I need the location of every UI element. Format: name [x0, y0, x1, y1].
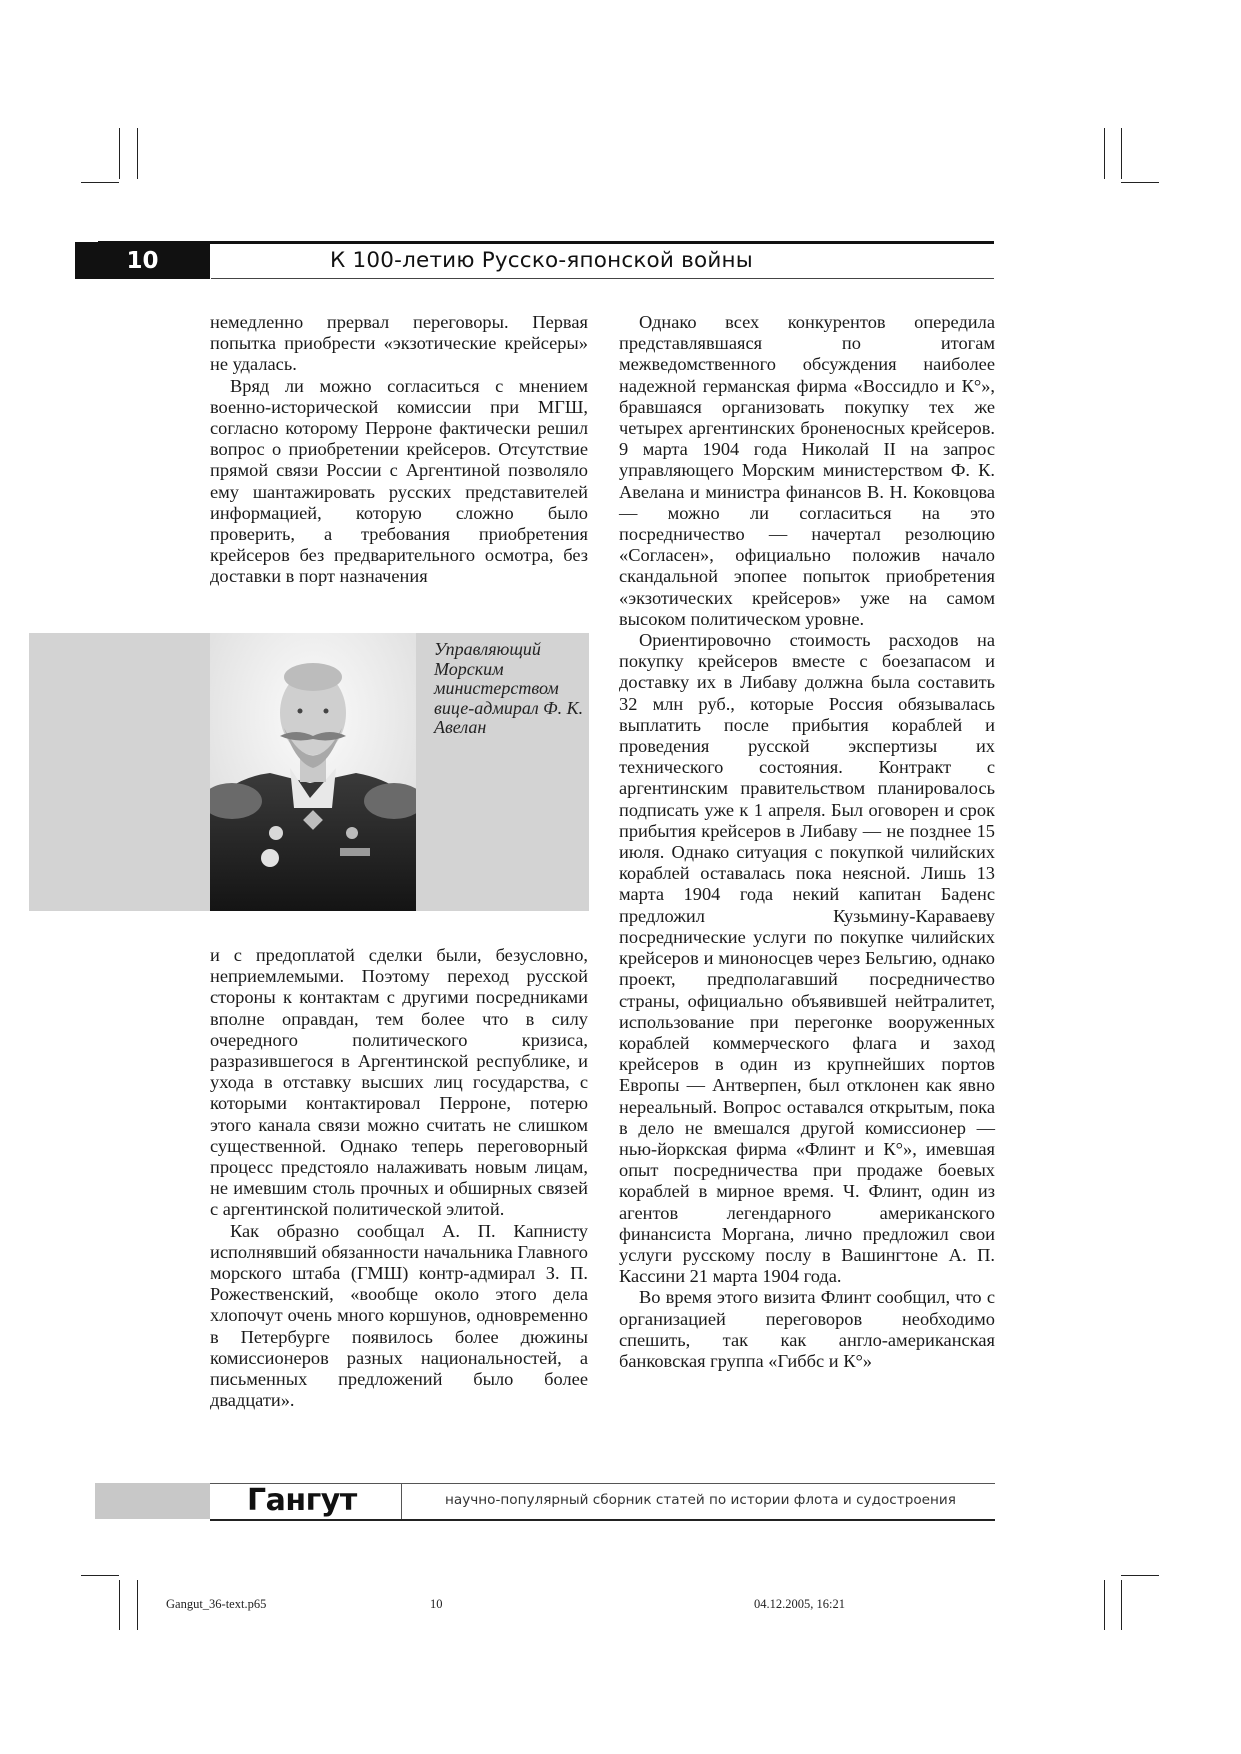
paragraph: Во время этого визита Флинт сообщил, что с организацией переговоров необходимо спешить, так как англо-американская банковская группа «Гиббс и К°» [619, 1287, 995, 1371]
right-column [619, 312, 995, 1372]
crop-mark [119, 128, 120, 179]
crop-mark [1121, 128, 1122, 179]
crop-mark [81, 1575, 119, 1576]
crop-mark [81, 182, 119, 183]
crop-mark [1104, 128, 1105, 179]
paragraph: Ориентировочно стоимость расходов на покупку крейсеров вместе с боезапасом и доставку их в Либаву должна была составить 32 млн руб., которые Россия обязывалась выплатить после прибытия кораблей и проведения русской экспертизы их технического состояния. Контракт с аргентинским правительством планировалось подписать уже к 1 апреля. Был оговорен и срок прибытия крейсеров в Либаву — не позднее 15 июля. Однако ситуация с покупкой чилийских кораблей оставалась пока неясной. Лишь 13 марта 1904 года некий капитан Баденс предложил Кузьмину-Караваеву посреднические услуги по покупке чилийских крейсеров и миноносцев через Бельгию, однако проект, предполагавший посредничество страны, официально объявившей нейтралитет, использование при перегонке вооруженных кораблей коммерческого флага и заход крейсеров в один из крупнейших портов Европы — Антверпен, был отклонен как явно нереальный. Вопрос оставался открытым, пока в дело не вмешался другой комиссионер — нью-йоркская фирма «Флинт и К°», имевшая опыт посредничества при продаже боевых кораблей в мирное время. Ч. Флинт, один из агентов легендарного американского финансиста Моргана, лично предложил свои услуги русскому послу в Вашингтоне А. П. Кассини 21 марта 1904 года. [619, 630, 995, 1287]
admiral-portrait-image [210, 633, 416, 911]
paragraph: и с предоплатой сделки были, безусловно, неприемлемыми. Поэтому переход русской стороны к контактам с другими посредниками вполне оправдан, тем более что в силу очередного политического кризиса, разразившегося в Аргентинской республике, и ухода в отставку высших лиц государства, с которыми контактировал Перроне, потерю этого канала связи можно считать не слишком существенной. Однако теперь переговорный процесс предстояло налаживать новым лицам, не имевшим столь прочных и обширных связей с аргентинской политической элитой. [210, 945, 588, 1220]
paragraph: Как образно сообщал А. П. Капнисту исполнявший обязанности начальника Главного морского штаба (ГМШ) контр-адмирал З. П. Рожественский, «вообще около этого дела хлопочут очень много коршунов, одновременно в Петербурге появилось более дюжины комиссионеров разных национальностей, а письменных предложений было более двадцати». [210, 1220, 588, 1411]
footer-band [95, 1483, 210, 1519]
crop-mark [1121, 1575, 1159, 1576]
paragraph: Вряд ли можно согласиться с мнением военно-исторической комиссии при МГШ, согласно которому Перроне фактически решил вопрос о приобретении крейсеров. Отсутствие прямой связи России с Аргентиной позволяло ему шантажировать русских представителей информацией, которую сложно было проверить, а требования приобретения крейсеров без предварительного осмотра, без доставки в порт назначения [210, 375, 588, 587]
header-rule [98, 241, 994, 244]
paragraph: Однако всех конкурентов опередила представлявшаяся по итогам межведомственного обсуждения наиболее надежной германская фирма «Воссидло и К°», бравшаяся организовать покупку тех же четырех аргентинских броненосных крейсеров. 9 марта 1904 года Николай II на запрос управляющего Морским министерством Ф. К. Авелана и министра финансов В. Н. Коковцова — можно ли согласиться на это посредничество — начертал резолюцию «Согласен», официально положив начало скандальной эпопее попыток приобретения «экзотических крейсеров» уже на самом высоком политическом уровне. [619, 312, 995, 629]
crop-mark [119, 1580, 120, 1630]
crop-mark [137, 1580, 138, 1630]
figure-caption: Управляющий Морским министерством вице-адмирал Ф. К. Авелан [434, 639, 584, 737]
crop-mark [1104, 1580, 1105, 1630]
footer-separator [401, 1483, 402, 1519]
slug-filename: Gangut_36-text.p65 [166, 1597, 267, 1611]
crop-mark [1121, 1580, 1122, 1630]
crop-mark [137, 128, 138, 179]
left-column-top [210, 312, 588, 588]
left-column-bottom [210, 945, 588, 1411]
header-rule [211, 278, 994, 279]
running-title: К 100-летию Русско-японской войны [330, 248, 753, 273]
footer-rule [210, 1519, 995, 1521]
slug-datetime: 04.12.2005, 16:21 [754, 1597, 845, 1611]
gangut-logo: Гангут [247, 1483, 357, 1518]
page-number: 10 [75, 242, 210, 279]
portrait-photo [210, 633, 416, 911]
paragraph: немедленно прервал переговоры. Первая попытка приобрести «экзотические крейсеры» не удалась. [210, 312, 588, 375]
crop-mark [1121, 182, 1159, 183]
footer-subtitle: научно-популярный сборник статей по истории флота и судостроения [445, 1492, 956, 1508]
slug-page: 10 [430, 1597, 443, 1611]
